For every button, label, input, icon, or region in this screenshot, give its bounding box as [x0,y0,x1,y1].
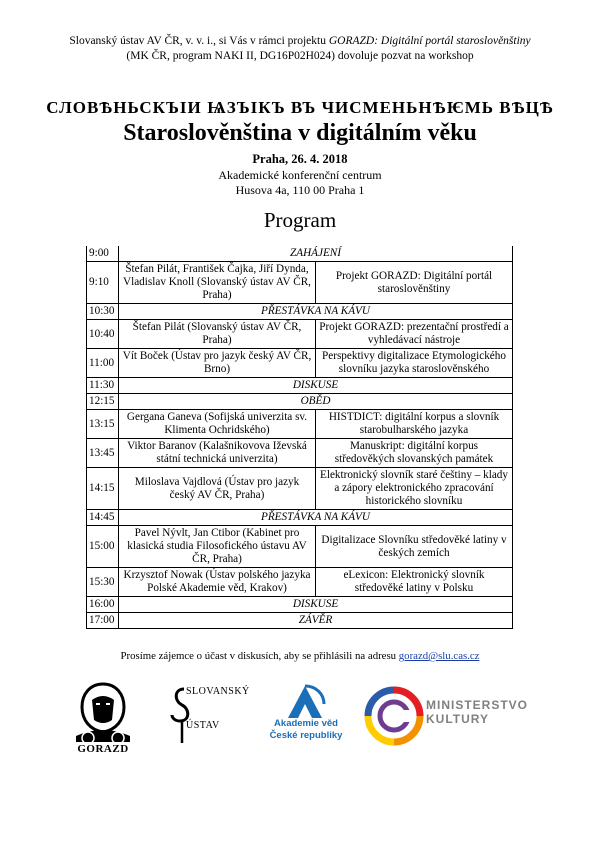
venue-line-2: Husova 4a, 110 00 Praha 1 [235,183,365,197]
schedule-topic: Manuskript: digitální korpus středověkých slovanských památek [316,439,513,468]
schedule-break-row [87,246,513,262]
schedule-row [87,262,513,304]
schedule-break-label: DISKUSE [119,597,513,613]
schedule-time: 11:30 [87,378,119,394]
schedule-row [87,439,513,468]
schedule-topic: Projekt GORAZD: Digitální portál staroslověnštiny [316,262,513,304]
schedule-break-label: ZAHÁJENÍ [119,246,513,262]
schedule-time: 15:00 [87,526,119,568]
schedule-break-row [87,597,513,613]
schedule-topic: Elektronický slovník staré češtiny – klady a zápory elektronického zpracování historického slovníku [316,468,513,510]
schedule-topic: Projekt GORAZD: prezentační prostředí a vyhledávací nástroje [316,320,513,349]
schedule-row [87,349,513,378]
event-date: Praha, 26. 4. 2018 [252,152,348,166]
schedule-time: 13:45 [87,439,119,468]
venue [0,168,600,198]
schedule-speaker: Viktor Baranov (Kalašnikovova Iževská státní technická univerzita) [119,439,316,468]
schedule-time: 9:00 [87,246,119,262]
schedule-speaker: Štefan Pilát, František Čajka, Jiří Dynda, Vladislav Knoll (Slovanský ústav AV ČR, Praha) [119,262,316,304]
schedule-speaker: Pavel Nývlt, Jan Ctibor (Kabinet pro klasická studia Filosofického ústavu AV ČR, Praha) [119,526,316,568]
schedule-topic: HISTDICT: digitální korpus a slovník starobulharského jazyka [316,410,513,439]
schedule-topic: eLexicon: Elektronický slovník středověké latiny v Polsku [316,568,513,597]
schedule-topic: Perspektivy digitalizace Etymologického slovníku jazyka staroslověnského [316,349,513,378]
schedule-break-row [87,613,513,629]
schedule-break-row [87,510,513,526]
schedule-time: 15:30 [87,568,119,597]
schedule-time: 12:15 [87,394,119,410]
schedule-break-label: PŘESTÁVKA NA KÁVU [119,510,513,526]
slovansky-label: SLOVANSKÝ [186,686,250,697]
schedule-time: 16:00 [87,597,119,613]
akademie-ved-logo-icon [280,684,330,720]
page-title: Staroslověnština v digitálním věku [123,120,477,146]
schedule-time: 13:15 [87,410,119,439]
schedule-row [87,320,513,349]
intro-line-1: Slovanský ústav AV ČR, v. v. i., si Vás v rámci projektu GORAZD: Digitální portál staroslověnštiny [69,35,531,47]
schedule-break-row [87,304,513,320]
schedule-time: 14:45 [87,510,119,526]
gorazd-label: GORAZD [77,743,129,755]
schedule-row [87,410,513,439]
church-slavonic-title: СЛОВѢНЬСКЪІИ ѨЗЪІКЪ ВЪ ЧИСМЕНЬНѢѤМЬ ВѢЦѢ [46,98,554,117]
intro-text [0,34,600,64]
schedule-speaker: Krzysztof Nowak (Ústav polského jazyka Polské Akademie věd, Krakov) [119,568,316,597]
schedule-row [87,526,513,568]
gorazd-logo [68,680,138,752]
schedule-row [87,568,513,597]
venue-line-1: Akademické konferenční centrum [218,168,382,182]
schedule-break-label: OBĚD [119,394,513,410]
schedule-break-label: PŘESTÁVKA NA KÁVU [119,304,513,320]
schedule-break-row [87,394,513,410]
ministerstvo-kultury-logo-icon [362,684,426,748]
schedule-speaker: Gergana Ganeva (Sofijská univerzita sv. Klimenta Ochridského) [119,410,316,439]
program-table [86,246,513,629]
schedule-time: 11:00 [87,349,119,378]
schedule-row [87,468,513,510]
schedule-time: 17:00 [87,613,119,629]
schedule-speaker: Miloslava Vajdlová (Ústav pro jazyk český AV ČR, Praha) [119,468,316,510]
schedule-break-row [87,378,513,394]
schedule-time: 10:40 [87,320,119,349]
project-name: GORAZD: Digitální portál staroslověnštiny [328,35,531,47]
schedule-time: 10:30 [87,304,119,320]
registration-note: Prosíme zájemce o účast v diskusích, aby se přihlásili na adresu gorazd@slu.cas.cz [120,650,480,662]
schedule-speaker: Štefan Pilát (Slovanský ústav AV ČR, Praha) [119,320,316,349]
schedule-break-label: ZÁVĚR [119,613,513,629]
schedule-topic: Digitalizace Slovníku středověké latiny v českých zemích [316,526,513,568]
ministerstvo-kultury-label: MINISTERSTVO KULTURY [426,698,529,726]
intro-line-2: (MK ČR, program NAKI II, DG16P02H024) dovoluje pozvat na workshop [126,50,474,62]
schedule-time: 14:15 [87,468,119,510]
program-heading: Program [263,208,337,232]
schedule-speaker: Vít Boček (Ústav pro jazyk český AV ČR, Brno) [119,349,316,378]
akademie-ved-label: Akademie věd České republiky [269,718,343,741]
ustav-label: ÚSTAV [186,720,220,731]
schedule-break-label: DISKUSE [119,378,513,394]
email-link[interactable]: gorazd@slu.cas.cz [398,650,480,662]
schedule-time: 9:10 [87,262,119,304]
